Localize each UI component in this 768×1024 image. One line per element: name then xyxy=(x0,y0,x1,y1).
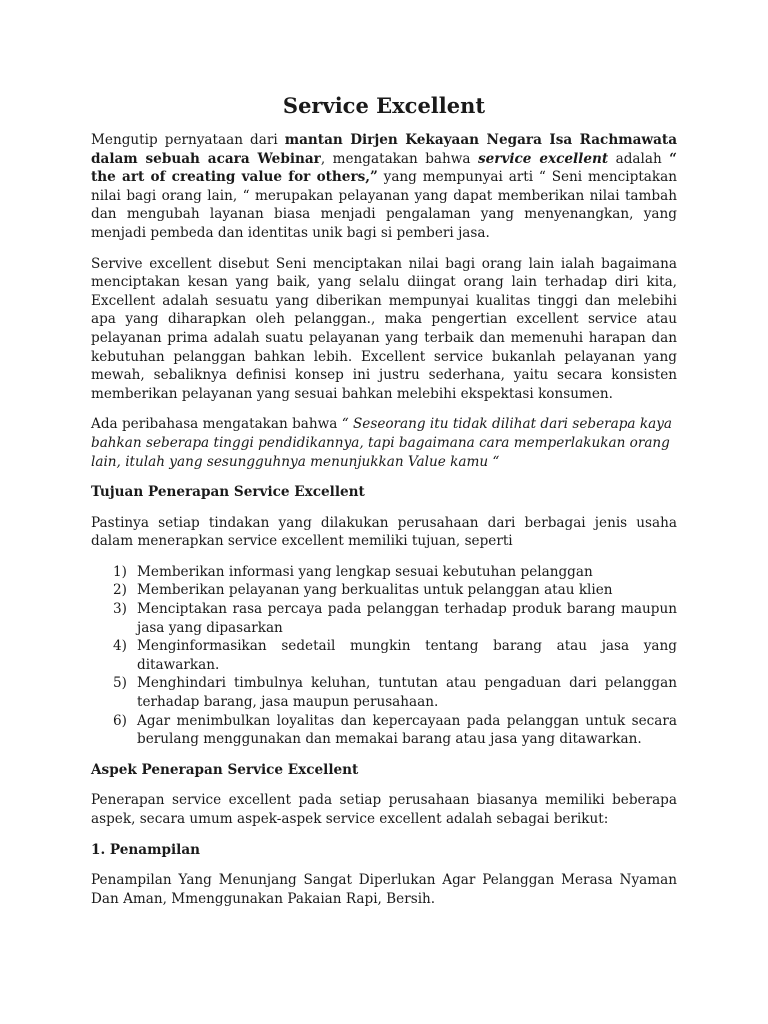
list-text: Menciptakan rasa percaya pada pelanggan terhadap produk barang maupun jasa yang dipasarkan xyxy=(137,601,677,636)
proverb-lead: Ada peribahasa mengatakan bahwa xyxy=(91,416,342,433)
document-title: Service Excellent xyxy=(282,93,486,118)
list-item xyxy=(91,563,677,582)
list-text: Agar menimbulkan loyalitas dan kepercayaan pada pelanggan untuk secara berulang menggunakan dan memakai barang atau jasa yang ditawarkan. xyxy=(137,712,677,748)
intro-text-7: yang mempunyai arti “ Seni menciptakan nilai bagi orang lain, “ merupakan pelayanan yang dapat memberikan nilai tambah dan mengubah layanan biasa menjadi pengalaman yang menyenangkan, yang menjadi pembeda dan identitas unik bagi si pemberi jasa. xyxy=(91,169,677,241)
list-text: Menginformasikan sedetail mungkin tentang barang atau jasa yang ditawarkan. xyxy=(137,638,677,673)
intro-text-5: adalah xyxy=(608,150,670,167)
definition-paragraph: Servive excellent disebut Seni menciptakan nilai bagi orang lain ialah bagaimana menciptakan kesan yang baik, yang selalu diingat orang lain terhadap diri kita, Excellent adalah sesuatu yang diberikan mempunyai kualitas tinggi dan melebihi apa yang diharapkan oleh pelanggan., maka pengertian excellent service atau pelayanan prima adalah suatu pelayanan yang terbaik dan memenuhi harapan dan kebutuhan pelanggan bahkan lebih. Excellent service bukanlah pelayanan yang mewah, sebaliknya definisi konsep ini justru sederhana, yaitu secara konsisten memberikan pelayanan yang sesuai bahkan melebihi ekspektasi konsumen. xyxy=(91,255,677,402)
section-heading-tujuan: Tujuan Penerapan Service Excellent xyxy=(91,484,365,501)
list-number: 2) xyxy=(113,582,127,599)
list-item xyxy=(91,581,677,600)
intro-paragraph xyxy=(91,131,677,243)
proverb-paragraph xyxy=(91,415,677,471)
proverb-quote: “ Seseorang itu tidak dilihat dari seberapa kaya bahkan seberapa tinggi pendidikannya, tapi bagaimana cara memperlakukan orang lain, itulah yang sesungguhnya menunjukkan Value kamu “ xyxy=(91,416,672,470)
list-number: 6) xyxy=(113,712,127,729)
aspek-paragraph: Penerapan service excellent pada setiap perusahaan biasanya memiliki beberapa aspek, secara umum aspek-aspek service excellent adalah sebagai berikut: xyxy=(91,792,677,827)
intro-quote: “ the art of creating value for others,” xyxy=(91,150,677,186)
list-text: Menghindari timbulnya keluhan, tuntutan atau pengaduan dari pelanggan terhadap barang, jasa maupun perusahaan. xyxy=(137,675,677,711)
intro-source: mantan Dirjen Kekayaan Negara Isa Rachmawata dalam sebuah acara Webinar xyxy=(91,132,677,167)
list-text: Memberikan informasi yang lengkap sesuai kebutuhan pelanggan xyxy=(137,563,593,580)
list-item xyxy=(91,637,677,674)
list-item xyxy=(91,674,677,711)
penampilan-paragraph: Penampilan Yang Menunjang Sangat Diperlukan Agar Pelanggan Merasa Nyaman Dan Aman, Mmenggunakan Pakaian Rapi, Bersih. xyxy=(91,872,677,907)
section-heading-penampilan: 1. Penampilan xyxy=(91,841,201,858)
list-number: 5) xyxy=(113,675,127,692)
intro-text-3: , mengatakan bahwa xyxy=(320,150,478,167)
tujuan-list xyxy=(91,563,677,749)
list-item xyxy=(91,712,677,749)
list-number: 3) xyxy=(113,601,127,618)
intro-term: service excellent xyxy=(478,150,609,167)
document-page xyxy=(91,92,677,920)
list-number: 1) xyxy=(113,563,127,580)
list-item xyxy=(91,600,677,637)
tujuan-paragraph: Pastinya setiap tindakan yang dilakukan perusahaan dari berbagai jenis usaha dalam menerapkan service excellent memiliki tujuan, seperti xyxy=(91,514,677,550)
list-text: Memberikan pelayanan yang berkualitas untuk pelanggan atau klien xyxy=(137,582,613,599)
list-number: 4) xyxy=(113,638,127,655)
intro-text-1: Mengutip pernyataan dari xyxy=(91,132,285,148)
section-heading-aspek: Aspek Penerapan Service Excellent xyxy=(91,761,359,778)
